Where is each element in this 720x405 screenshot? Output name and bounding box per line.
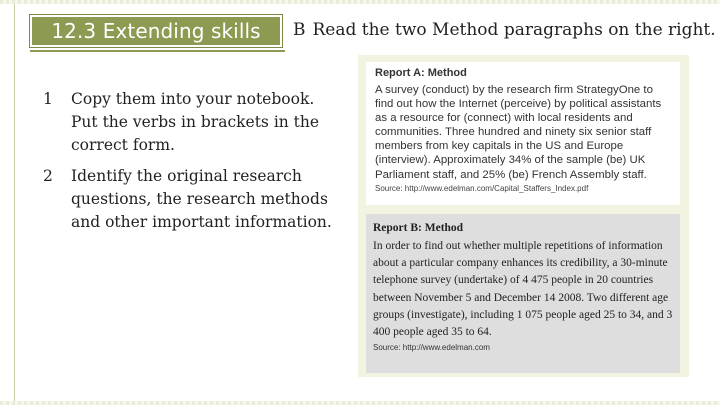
section-title: 12.3 Extending skills bbox=[51, 19, 261, 43]
task-number: 1 bbox=[43, 90, 53, 108]
task-list bbox=[43, 88, 343, 242]
report-b-title: Report B: Method bbox=[373, 222, 464, 234]
report-b-panel bbox=[366, 214, 680, 373]
instruction bbox=[293, 20, 716, 40]
report-b-source: Source: http://www.edelman.com bbox=[373, 343, 490, 353]
instruction-text: Read the two Method paragraphs on the right. bbox=[312, 20, 716, 40]
report-a-body: A survey (conduct) by the research firm StrategyOne to find out how the Internet (perceive) by political assistants as a resource for (connect) with local residents and communities. Three hundred and ninety six senior staff members from key capitals in the US and Europe (interview). Approximately 34% of the sample (be) UK Parliament staff, and 25% (be) French Assembly staff. bbox=[375, 84, 662, 181]
bottom-decorative-stripe bbox=[0, 401, 720, 405]
report-a-panel bbox=[366, 62, 680, 205]
report-b-body: In order to find out whether multiple repetitions of information about a particular company enhances its credibility, a 30-minute telephone survey (undertake) of 4 475 people in 20 countries between November 5 and December 14 2008. Two different age groups (investigate), including 1 075 people aged 25 to 34, and 3 400 people aged 35 to 64. bbox=[373, 240, 673, 339]
title-underline bbox=[30, 50, 285, 52]
task-item bbox=[43, 88, 343, 157]
report-a-title: Report A: Method bbox=[375, 67, 467, 79]
task-number: 2 bbox=[43, 167, 53, 185]
task-item bbox=[43, 165, 343, 234]
report-a-source: Source: http://www.edelman.com/Capital_Staffers_Index.pdf bbox=[375, 183, 589, 193]
top-decorative-stripe bbox=[0, 0, 720, 4]
left-margin-line bbox=[14, 4, 15, 401]
task-text: Copy them into your notebook. Put the verbs in brackets in the correct form. bbox=[71, 90, 320, 154]
task-text: Identify the original research questions, the research methods and other important information. bbox=[71, 167, 332, 231]
instruction-letter: B bbox=[293, 20, 306, 40]
section-title-box bbox=[30, 15, 282, 47]
